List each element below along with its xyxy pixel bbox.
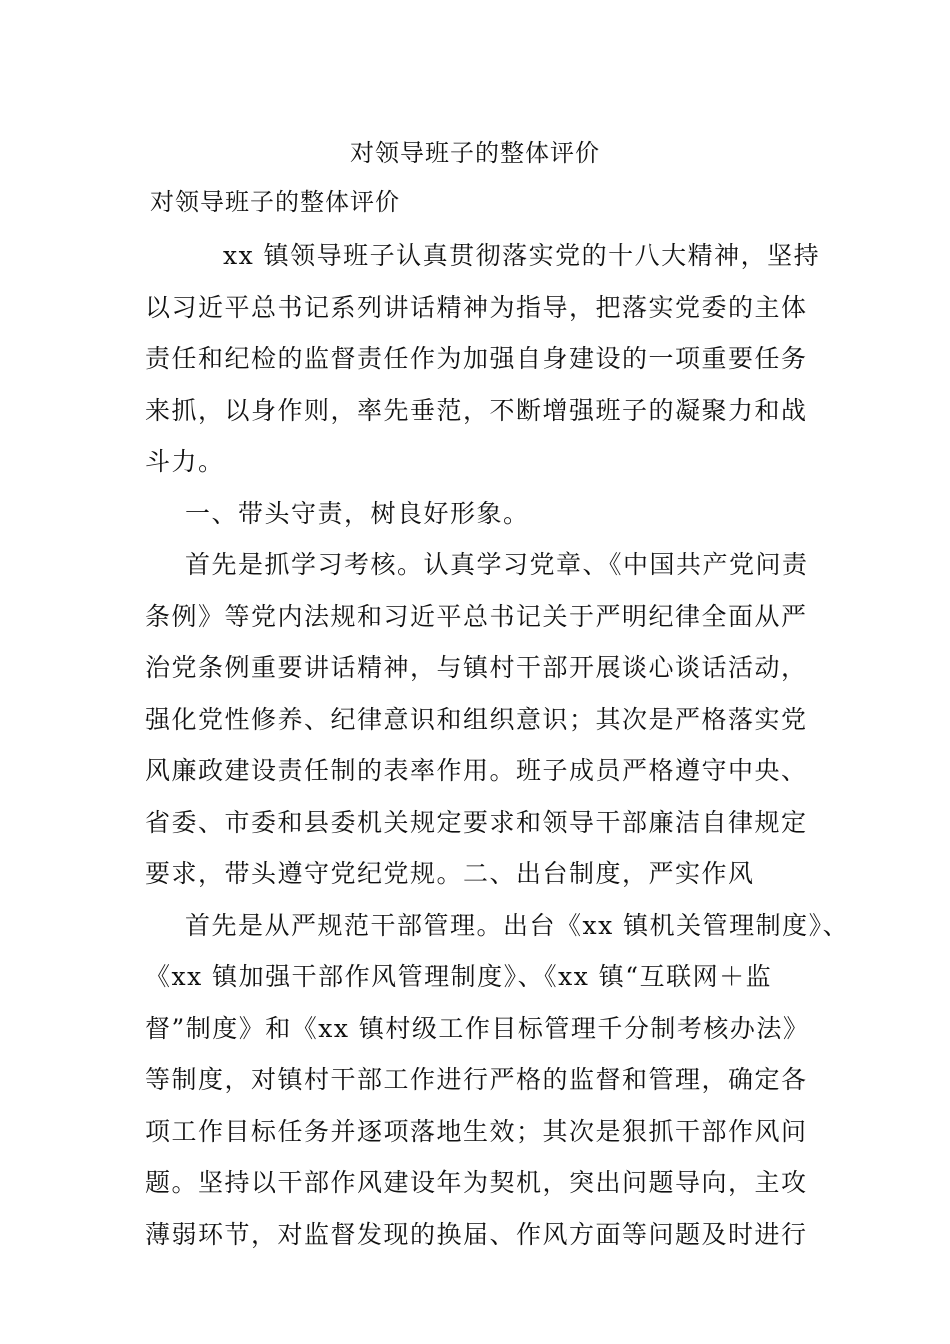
text-line: xx 镇领导班子认真贯彻落实党的十八大精神，坚持 bbox=[223, 241, 821, 270]
text-line: 强化党性修养、纪律意识和组织意识；其次是严格落实党 bbox=[145, 704, 808, 734]
text-line: 首先是抓学习考核。认真学习党章、《中国共产党问责 bbox=[185, 550, 809, 579]
text-line: 要求，带头遵守党纪党规。二、出台制度，严实作风 bbox=[145, 859, 755, 888]
section-heading-1 bbox=[145, 488, 815, 540]
text-line: 治党条例重要讲话精神，与镇村干部开展谈心谈话活动， bbox=[145, 653, 808, 682]
text-line: 《xx 镇加强干部作风管理制度》、《xx 镇“互联网＋监 bbox=[145, 962, 773, 991]
text-line: 首先是从严规范干部管理。出台《xx 镇机关管理制度》、 bbox=[185, 910, 850, 940]
text-line: 来抓，以身作则，率先垂范，不断增强班子的凝聚力和战 bbox=[145, 395, 808, 425]
paragraph-section-2 bbox=[145, 900, 850, 1261]
text-line: 条例》等党内法规和习近平总书记关于严明纪律全面从严 bbox=[145, 601, 808, 631]
document-body bbox=[145, 230, 850, 1260]
text-line: 督”制度》和《xx 镇村级工作目标管理千分制考核办法》 bbox=[145, 1013, 810, 1043]
text-line: 项工作目标任务并逐项落地生效；其次是狠抓干部作风问 bbox=[145, 1116, 808, 1146]
text-line: 省委、市委和县委机关规定要求和领导干部廉洁自律规定 bbox=[145, 807, 808, 837]
text-line: 以习近平总书记系列讲话精神为指导，把落实党委的主体 bbox=[145, 292, 808, 322]
text-line: 题。坚持以干部作风建设年为契机，突出问题导向，主攻 bbox=[145, 1168, 808, 1197]
document-title: 对领导班子的整体评价 bbox=[350, 139, 600, 167]
document-subtitle: 对领导班子的整体评价 bbox=[150, 188, 400, 216]
text-line: 薄弱环节，对监督发现的换届、作风方面等问题及时进行 bbox=[145, 1219, 808, 1249]
text-line: 责任和纪检的监督责任作为加强自身建设的一项重要任务 bbox=[145, 344, 808, 373]
text-line: 风廉政建设责任制的表率作用。班子成员严格遵守中央、 bbox=[145, 756, 808, 785]
text-line: 斗力。 bbox=[145, 447, 225, 476]
text-line: 等制度，对镇村干部工作进行严格的监督和管理，确定各 bbox=[145, 1065, 808, 1094]
paragraph-section-1 bbox=[145, 539, 815, 900]
text-line: 一、带头守责，树良好形象。 bbox=[185, 498, 530, 528]
paragraph-intro bbox=[145, 230, 821, 488]
